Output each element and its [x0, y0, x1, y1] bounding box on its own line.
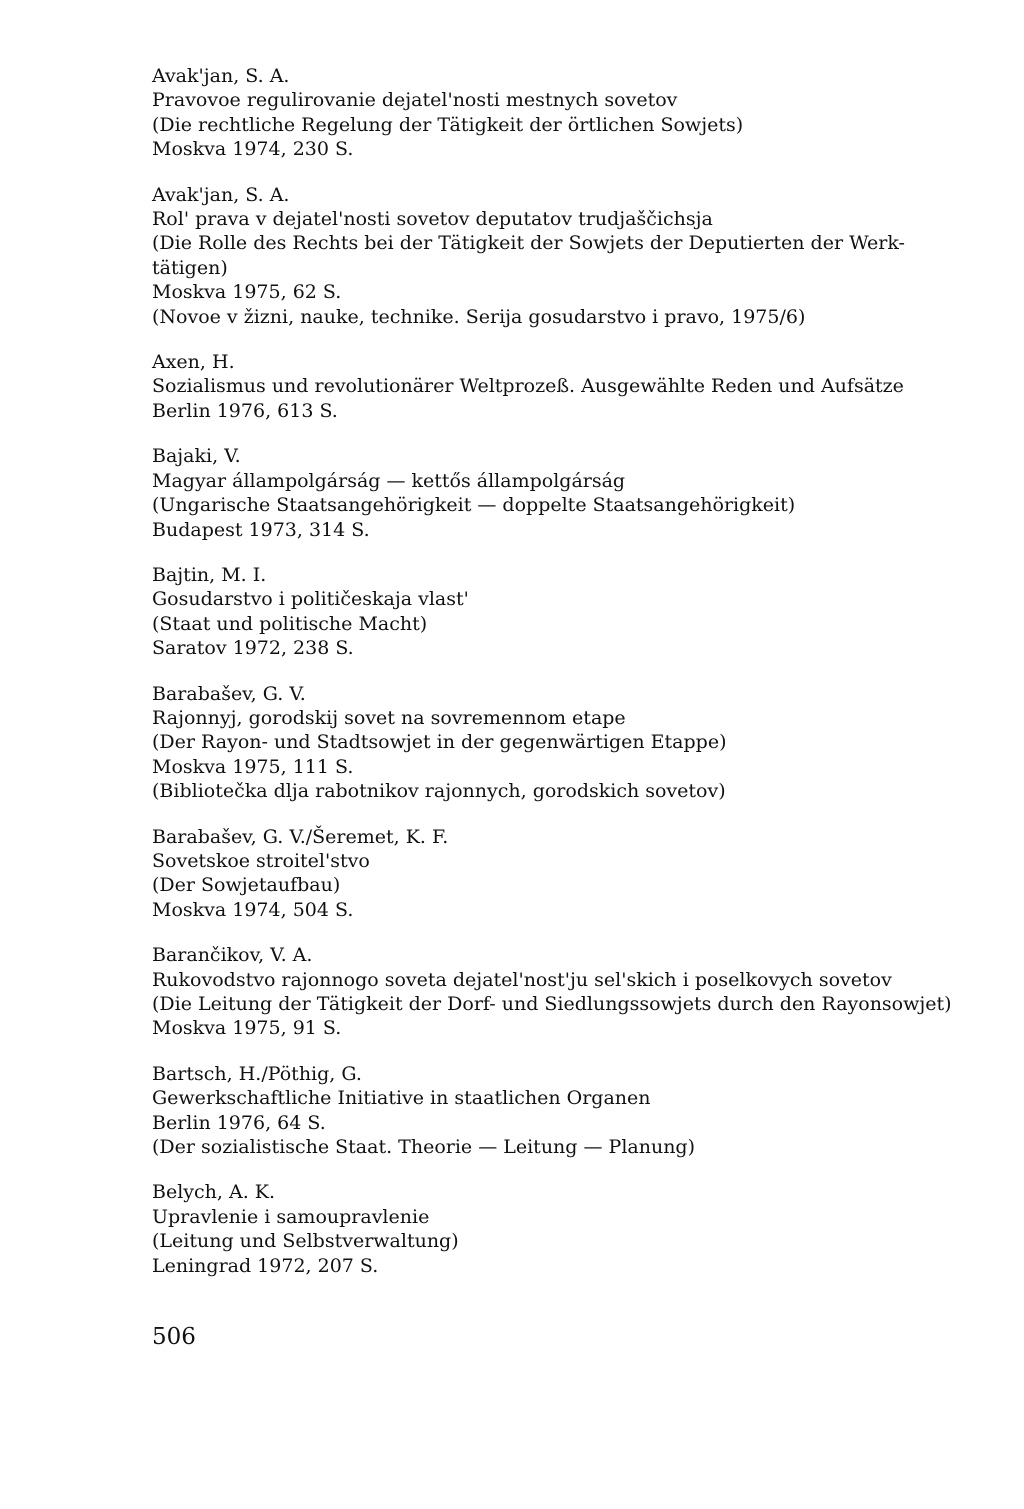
entry-series: (Novoe v žizni, nauke, technike. Serija gosudarstvo i pravo, 1975/6) [152, 305, 806, 328]
entry-title: Sovetskoe stroitel'stvo [152, 849, 370, 872]
entry-title: Sozialismus und revolutionärer Weltprozeß. Ausgewählte Reden und Aufsätze [152, 375, 904, 398]
bibliography-entry [152, 682, 982, 804]
entry-author: Belych, A. K. [152, 1181, 276, 1204]
entry-title: Rol' prava v dejatel'nosti sovetov deputatov trudjaščichsja [152, 208, 713, 231]
entry-author: Barančikov, V. A. [152, 944, 313, 967]
entry-translation-continued: tätigen) [152, 256, 228, 279]
page-number: 506 [152, 1324, 196, 1350]
entry-translation: (Der Rayon- und Stadtsowjet in der gegenwärtigen Etappe) [152, 731, 727, 754]
entry-author: Barabašev, G. V./Šeremet, K. F. [152, 825, 449, 848]
bibliography-entry [152, 563, 982, 661]
bibliography-entry [152, 444, 982, 542]
entry-translation: (Die Leitung der Tätigkeit der Dorf- und Siedlungssowjets durch den Rayonsowjet) [152, 993, 952, 1015]
entry-title: Gewerkschaftliche Initiative in staatlichen Organen [152, 1087, 651, 1110]
bibliography-entry [152, 1180, 982, 1278]
entry-imprint: Moskva 1974, 504 S. [152, 898, 354, 921]
entry-author: Bajtin, M. I. [152, 563, 267, 586]
entry-imprint: Budapest 1973, 314 S. [152, 518, 370, 541]
entry-title: Upravlenie i samoupravlenie [152, 1205, 430, 1228]
entry-imprint: Berlin 1976, 64 S. [152, 1111, 326, 1134]
entry-author: Axen, H. [152, 351, 235, 374]
entry-translation: (Die Rolle des Rechts bei der Tätigkeit der Sowjets der Deputierten der Werk- [152, 232, 905, 255]
entry-translation: (Leitung und Selbstverwaltung) [152, 1230, 459, 1253]
entry-translation: (Staat und politische Macht) [152, 612, 428, 635]
bibliography-entry [152, 64, 982, 162]
bibliography-entry [152, 943, 982, 1041]
bibliography-list [152, 64, 982, 1299]
bibliography-entry [152, 825, 982, 923]
entry-author: Bajaki, V. [152, 445, 241, 468]
entry-author: Barabašev, G. V. [152, 682, 306, 705]
entry-imprint: Moskva 1974, 230 S. [152, 138, 354, 161]
bibliography-entry [152, 183, 982, 329]
entry-translation: (Ungarische Staatsangehörigkeit — doppelte Staatsangehörigkeit) [152, 494, 796, 517]
entry-title: Pravovoe regulirovanie dejatel'nosti mestnych sovetov [152, 89, 678, 112]
entry-imprint: Berlin 1976, 613 S. [152, 399, 338, 422]
entry-author: Avak'jan, S. A. [152, 183, 290, 206]
entry-title: Magyar állampolgárság — kettős állampolgárság [152, 469, 626, 492]
entry-series: (Bibliotečka dlja rabotnikov rajonnych, gorodskich sovetov) [152, 780, 726, 803]
entry-imprint: Moskva 1975, 111 S. [152, 755, 354, 778]
entry-title: Rajonnyj, gorodskij sovet na sovremennom etape [152, 706, 626, 729]
bibliography-entry [152, 1062, 982, 1160]
entry-imprint: Saratov 1972, 238 S. [152, 637, 354, 660]
entry-imprint: Moskva 1975, 91 S. [152, 1017, 342, 1040]
entry-series: (Der sozialistische Staat. Theorie — Leitung — Planung) [152, 1136, 696, 1159]
entry-title: Rukovodstvo rajonnogo soveta dejatel'nost'ju sel'skich i poselkovych sovetov [152, 968, 892, 991]
entry-translation: (Der Sowjetaufbau) [152, 874, 341, 897]
entry-translation: (Die rechtliche Regelung der Tätigkeit der örtlichen Sowjets) [152, 113, 744, 136]
entry-title: Gosudarstvo i političeskaja vlast' [152, 588, 469, 611]
entry-imprint: Leningrad 1972, 207 S. [152, 1254, 379, 1277]
entry-imprint: Moskva 1975, 62 S. [152, 281, 342, 304]
entry-author: Avak'jan, S. A. [152, 65, 290, 87]
entry-author: Bartsch, H./Pöthig, G. [152, 1062, 362, 1085]
bibliography-entry [152, 350, 982, 423]
